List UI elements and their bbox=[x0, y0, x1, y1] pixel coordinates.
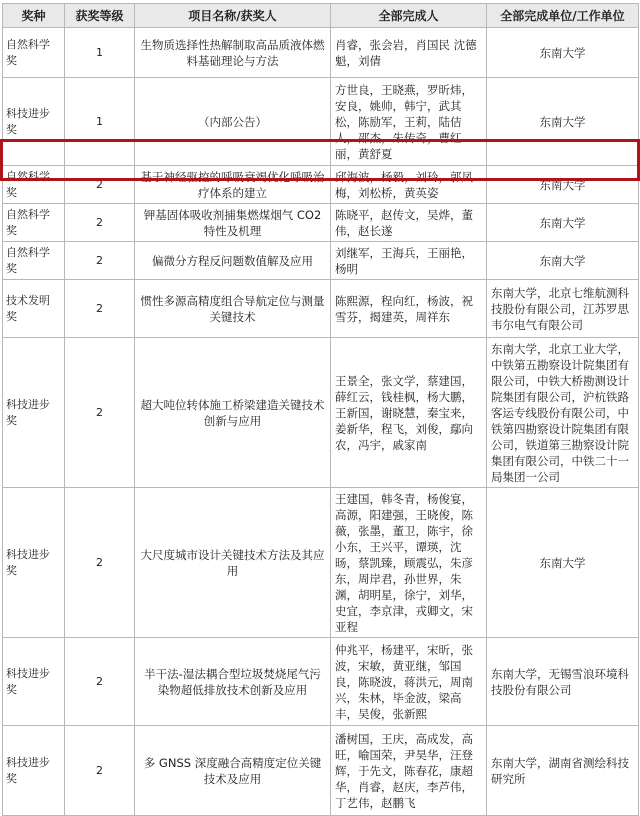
organizations: 东南大学 bbox=[487, 204, 639, 242]
organizations: 东南大学 bbox=[487, 166, 639, 204]
header-people: 全部完成人 bbox=[331, 4, 487, 28]
project-name: 偏微分方程反问题数值解及应用 bbox=[135, 242, 331, 280]
contributors: 陈晓平，赵传文，吴烨，董伟，赵长遂 bbox=[331, 204, 487, 242]
table-row bbox=[3, 726, 639, 816]
award-type: 科技进步奖 bbox=[3, 638, 65, 726]
project-name: 钾基固体吸收剂捕集燃煤烟气 CO2 特性及机理 bbox=[135, 204, 331, 242]
organizations: 东南大学，无锡雪浪环境科技股份有限公司 bbox=[487, 638, 639, 726]
award-type: 自然科学奖 bbox=[3, 242, 65, 280]
contributors: 肖睿，张会岩，肖国民 沈德魁，刘倩 bbox=[331, 28, 487, 78]
header-level: 获奖等级 bbox=[65, 4, 135, 28]
header-project: 项目名称/获奖人 bbox=[135, 4, 331, 28]
table-row bbox=[3, 28, 639, 78]
table-row bbox=[3, 488, 639, 638]
project-name: 半干法-湿法耦合型垃圾焚烧尾气污染物超低排放技术创新及应用 bbox=[135, 638, 331, 726]
organizations: 东南大学 bbox=[487, 28, 639, 78]
award-level: 2 bbox=[65, 726, 135, 816]
award-level: 2 bbox=[65, 242, 135, 280]
contributors: 王景全，张文学，蔡建国，薛红云，钱桂枫，杨大鹏，王新国，谢晓慧，秦宝来，姜新华，程飞，刘俊，鄢向农，冯宇，戚家南 bbox=[331, 338, 487, 488]
award-level: 1 bbox=[65, 78, 135, 166]
organizations: 东南大学 bbox=[487, 488, 639, 638]
award-level: 2 bbox=[65, 638, 135, 726]
contributors: 陈熙源，程向红，杨波，祝雪芬，揭建英，周祥东 bbox=[331, 280, 487, 338]
award-type: 技术发明奖 bbox=[3, 280, 65, 338]
organizations: 东南大学，北京七维航测科技股份有限公司，江苏罗思韦尔电气有限公司 bbox=[487, 280, 639, 338]
contributors: 邱海波，杨毅，刘玲，郭凤梅，刘松桥，黄英姿 bbox=[331, 166, 487, 204]
award-level: 2 bbox=[65, 166, 135, 204]
contributors: 方世良，王晓燕，罗昕炜，安良，姚帅，韩宁，武其松，陈励军，王莉，陆佶人，邵杰，朱传奇，曹红丽，黄舒夏 bbox=[331, 78, 487, 166]
award-type: 自然科学奖 bbox=[3, 204, 65, 242]
organizations: 东南大学 bbox=[487, 78, 639, 166]
award-type: 科技进步奖 bbox=[3, 78, 65, 166]
contributors: 刘继军，王海兵，王丽艳，杨明 bbox=[331, 242, 487, 280]
table-row bbox=[3, 280, 639, 338]
project-name: 惯性多源高精度组合导航定位与测量关键技术 bbox=[135, 280, 331, 338]
award-type: 自然科学奖 bbox=[3, 166, 65, 204]
table-row bbox=[3, 78, 639, 166]
award-type: 科技进步奖 bbox=[3, 726, 65, 816]
header-row bbox=[3, 4, 639, 28]
table-row-highlighted bbox=[3, 166, 639, 204]
project-name: （内部公告） bbox=[135, 78, 331, 166]
project-name: 基于神经驱控的呼吸衰竭优化呼吸治疗体系的建立 bbox=[135, 166, 331, 204]
table-row bbox=[3, 204, 639, 242]
table-row bbox=[3, 638, 639, 726]
table-row bbox=[3, 338, 639, 488]
header-type: 奖种 bbox=[3, 4, 65, 28]
award-level: 2 bbox=[65, 338, 135, 488]
award-level: 1 bbox=[65, 28, 135, 78]
project-name: 生物质选择性热解制取高品质液体燃料基础理论与方法 bbox=[135, 28, 331, 78]
organizations: 东南大学，湖南省测绘科技研究所 bbox=[487, 726, 639, 816]
organizations: 东南大学，北京工业大学，中铁第五勘察设计院集团有限公司，中铁大桥勘测设计院集团有限公司，沪杭铁路客运专线股份有限公司，中铁第四勘察设计院集团有限公司，铁道第三勘察设计院集团有限公司，中铁二十一局集团一公司 bbox=[487, 338, 639, 488]
table-row bbox=[3, 242, 639, 280]
award-level: 2 bbox=[65, 488, 135, 638]
contributors: 潘树国，王庆，高成发，高旺，喻国荣，尹昊华，汪登辉，于先文，陈春花，康超华，肖睿，赵庆，李芦伟，丁艺伟，赵鹏飞 bbox=[331, 726, 487, 816]
project-name: 大尺度城市设计关键技术方法及其应用 bbox=[135, 488, 331, 638]
award-level: 2 bbox=[65, 280, 135, 338]
project-name: 多 GNSS 深度融合高精度定位关键技术及应用 bbox=[135, 726, 331, 816]
award-type: 科技进步奖 bbox=[3, 488, 65, 638]
project-name: 超大吨位转体施工桥梁建造关键技术创新与应用 bbox=[135, 338, 331, 488]
award-type: 科技进步奖 bbox=[3, 338, 65, 488]
award-type: 自然科学奖 bbox=[3, 28, 65, 78]
contributors: 王建国，韩冬青，杨俊宴，高源，阳建强，王晓俊，陈薇，张墨，董卫，陈宇，徐小东，王兴平，谭瑛，沈旸，蔡凯臻，顾震弘，朱彦东，周岸君，孙世界，朱渊，胡明星，徐宁，刘华，史宜，李京津，戎卿文，宋亚程 bbox=[331, 488, 487, 638]
award-table bbox=[2, 3, 639, 816]
organizations: 东南大学 bbox=[487, 242, 639, 280]
award-level: 2 bbox=[65, 204, 135, 242]
header-org: 全部完成单位/工作单位 bbox=[487, 4, 639, 28]
contributors: 仲兆平，杨建平，宋昕，张波，宋敏，黄亚继，邹国良，陈晓波，蒋洪元，周南兴，朱林，毕金波，梁高丰，吴俊，张新熙 bbox=[331, 638, 487, 726]
